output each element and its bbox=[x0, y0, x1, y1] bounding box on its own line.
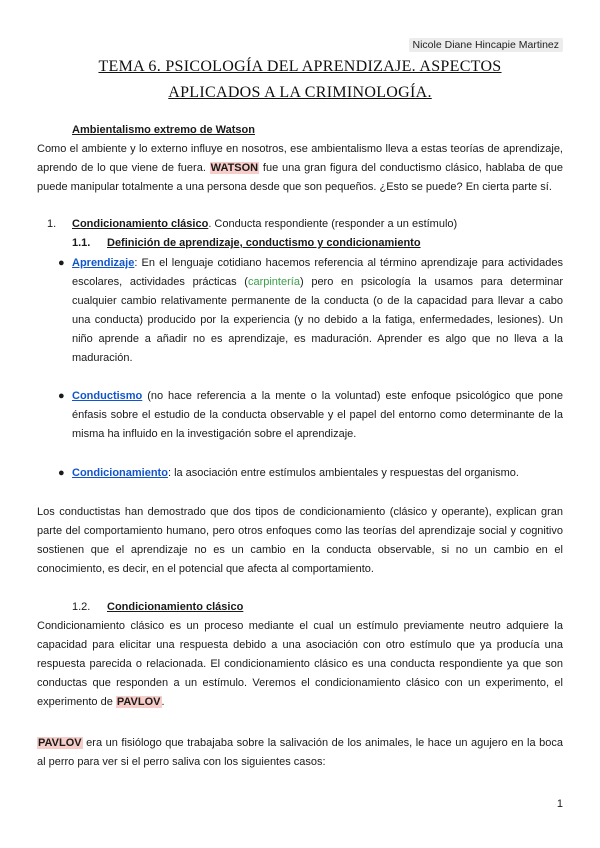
intro-heading: Ambientalismo extremo de Watson bbox=[72, 124, 255, 136]
author-name: Nicole Diane Hincapie Martinez bbox=[409, 38, 563, 52]
aprendizaje-text-a: : En el lenguaje cotidiano hacemos referencia al término aprendizaje para actividades escolares, actividades prácticas ( bbox=[72, 257, 563, 288]
bullet-aprendizaje bbox=[72, 254, 563, 368]
intro-text-b: fue una gran figura del conductismo clásico, hablaba de que puede manipular totalmente a una persona desde que son pequeños. ¿Esto se puede? En cierta parte sí. bbox=[37, 162, 563, 193]
condicionamiento-text: : la asociación entre estímulos ambientales y respuestas del organismo. bbox=[167, 467, 519, 479]
pavlov-highlight-2: PAVLOV bbox=[38, 737, 82, 749]
intro-paragraph bbox=[37, 140, 563, 197]
pavlov-paragraph bbox=[37, 734, 563, 772]
conductismo-text: (no hace referencia a la mente o la voluntad) este enfoque psicológico que pone énfasis sobre el estudio de la conducta observable y el papel del entorno como determinante de la misma ha influido en la investigación sobre el aprendizaje. bbox=[72, 390, 563, 440]
section-1-1-number: 1.1. bbox=[72, 237, 91, 249]
page-number: 1 bbox=[556, 798, 563, 810]
pavlov-highlight: PAVLOV bbox=[116, 696, 161, 708]
title-line-2: APLICADOS A LA CRIMINOLOGÍA. bbox=[168, 84, 432, 101]
title-line-1: TEMA 6. PSICOLOGÍA DEL APRENDIZAJE. ASPECTOS bbox=[98, 58, 502, 75]
conductismo-link[interactable]: Conductismo bbox=[72, 390, 143, 402]
pavlov-text: era un fisiólogo que trabajaba sobre la salivación de los animales, le hace un agujero en la boca al perro para ver si el perro saliva con los siguientes casos: bbox=[37, 737, 563, 768]
conductistas-paragraph: Los conductistas han demostrado que dos tipos de condicionamiento (clásico y operante), explican gran parte del comportamiento humano, pero otros enfoques como las teorías del aprendizaje social y cognitivo sostienen que el aprendizaje no es un cambio en la conducta observable, si no un cambio en el conocimiento, es decir, en el potencial que afecta al comportamiento. bbox=[37, 506, 563, 575]
watson-highlight: WATSON bbox=[210, 162, 259, 174]
bullet-dot-icon: ● bbox=[58, 467, 65, 479]
section-1-2-paragraph bbox=[37, 617, 563, 712]
section-1-rest: . Conducta respondiente (responder a un estímulo) bbox=[208, 218, 458, 230]
section-1-2-title: Condicionamiento clásico bbox=[107, 601, 244, 613]
section-1-heading bbox=[72, 215, 457, 234]
page-title bbox=[40, 54, 560, 106]
section-1-2-end: . bbox=[161, 696, 165, 708]
condicionamiento-link[interactable]: Condicionamiento bbox=[72, 467, 168, 479]
aprendizaje-link[interactable]: Aprendizaje bbox=[72, 257, 135, 269]
bullet-dot-icon: ● bbox=[58, 390, 65, 402]
section-1-2-text: Condicionamiento clásico es un proceso mediante el cual un estímulo previamente neutro adquiere la capacidad para elicitar una respuesta debido a una asociación con otro estímulo que ya producía una respuesta parecida o relacionada. El condicionamiento clásico es una conducta respondiente ya que son conductas que responden a un estímulo. Veremos el condicionamiento clásico con un experimento, el experimento de bbox=[37, 620, 563, 708]
bullet-dot-icon: ● bbox=[58, 257, 65, 269]
bullet-condicionamiento bbox=[72, 464, 563, 483]
bullet-conductismo bbox=[72, 387, 563, 444]
carpinteria-text: carpintería bbox=[247, 276, 300, 288]
section-1-number: 1. bbox=[47, 218, 57, 230]
section-1-title: Condicionamiento clásico bbox=[72, 218, 209, 230]
section-1-2-number: 1.2. bbox=[72, 601, 91, 613]
aprendizaje-text-b: ) pero en psicología la usamos para determinar cualquier cambio relativamente permanente de la conducta (o de la capacidad para llevar a cabo una conducta) producido por la experiencia (y no debido a la fatiga, enfermedades, lesiones). Un niño aprende a añadir no es aprendizaje, es maduración. Aprender es algo que no lleva a la maduración. bbox=[72, 276, 564, 364]
intro-text-a: Como el ambiente y lo externo influye en nosotros, ese ambientalismo lleva a estas teorías de aprendizaje, aprendo de lo que viene de fuera. bbox=[37, 143, 563, 174]
section-1-1-title: Definición de aprendizaje, conductismo y condicionamiento bbox=[107, 237, 421, 249]
